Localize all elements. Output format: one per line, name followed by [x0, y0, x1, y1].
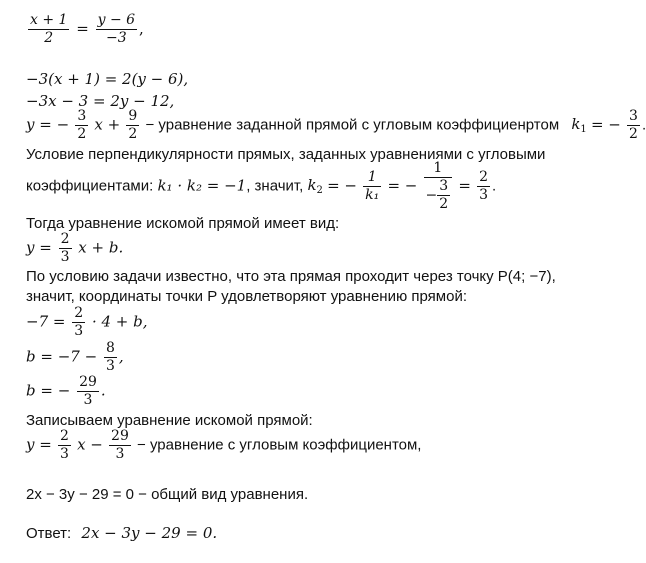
- denominator: 3: [105, 358, 115, 374]
- numerator: 3: [77, 108, 87, 124]
- fraction: [59, 231, 72, 266]
- denominator: 2: [439, 196, 449, 212]
- line-2-equation: −3(x + 1) = 2(y − 6),: [26, 70, 189, 88]
- fraction: [75, 108, 88, 143]
- period: .: [641, 116, 646, 134]
- denominator: k₁: [365, 187, 380, 203]
- fraction: [104, 340, 117, 375]
- numerator: 1: [363, 169, 381, 187]
- comma: ,: [118, 347, 124, 366]
- fraction: [363, 169, 381, 204]
- k-symbol: k: [307, 176, 317, 195]
- numerator: 2: [60, 231, 70, 247]
- equals: =: [76, 19, 89, 38]
- expr-part: k₁ · k₂ = −1: [157, 176, 247, 195]
- expr-part: · 4 + b,: [91, 312, 148, 331]
- slope-k1: [571, 115, 587, 136]
- comma: ,: [139, 19, 144, 38]
- numerator: 29: [111, 428, 129, 444]
- explanation-text: − уравнение с угловым коэффициентом,: [137, 436, 422, 454]
- line-5-text: Условие перпендикулярности прямых, заданных уравнениями с угловыми: [26, 146, 546, 163]
- denominator: 2: [629, 126, 638, 142]
- numerator: 2: [74, 305, 84, 321]
- line-15-equation: [26, 428, 421, 463]
- fraction: [28, 12, 69, 47]
- line-14-text: Записываем уравнение искомой прямой:: [26, 412, 313, 429]
- expr-part: b = −: [26, 381, 71, 400]
- text-part: , значит,: [246, 177, 304, 195]
- line-8-equation: [26, 231, 123, 266]
- expr-part: y =: [26, 435, 52, 454]
- explanation-text: − уравнение заданной прямой с угловым коэффициенртом: [145, 116, 560, 134]
- numerator: x + 1: [30, 12, 68, 28]
- fraction: [126, 108, 139, 143]
- line-11-equation: [26, 305, 148, 340]
- expr-part: y =: [26, 238, 52, 257]
- denominator: 3: [83, 392, 93, 408]
- period: .: [492, 177, 497, 195]
- line-12-equation: [26, 340, 124, 375]
- period: .: [100, 381, 106, 400]
- numerator: 3: [629, 108, 638, 124]
- inner-fraction: [437, 178, 450, 213]
- answer-label: Ответ:: [26, 525, 72, 542]
- answer-expression: 2x − 3y − 29 = 0.: [81, 524, 218, 542]
- line-7-text: Тогда уравнение искомой прямой имеет вид:: [26, 215, 340, 232]
- line-17-answer: [26, 524, 217, 543]
- line-4-slope-form: [26, 108, 646, 143]
- fraction: [109, 428, 131, 463]
- subscript: 2: [316, 185, 323, 197]
- denominator: 3: [59, 446, 69, 462]
- k-symbol: k: [571, 115, 581, 134]
- denominator: −3: [105, 30, 127, 46]
- expr-part: = −: [327, 176, 357, 195]
- fraction: [72, 305, 85, 340]
- expr-part: y = −: [26, 115, 70, 134]
- denominator: 3: [74, 323, 84, 339]
- expr-part: =: [458, 176, 471, 195]
- line-6-perpendicular-condition: [26, 160, 496, 213]
- expr-part: x + b.: [78, 238, 124, 257]
- denominator: 3: [479, 187, 489, 203]
- numerator: 29: [79, 374, 97, 390]
- fraction: [477, 169, 490, 204]
- denominator: 3: [60, 249, 70, 265]
- expr-part: x −: [77, 435, 103, 454]
- subscript: 1: [580, 124, 587, 136]
- numerator: 2: [479, 169, 489, 185]
- line-3-equation: −3x − 3 = 2y − 12,: [26, 92, 175, 110]
- fraction: [627, 108, 640, 143]
- denominator: 2: [128, 126, 138, 142]
- slope-k2: [307, 176, 323, 197]
- complex-fraction: [424, 160, 453, 213]
- text-part: коэффициентами:: [26, 177, 154, 195]
- numerator: 3: [439, 178, 449, 194]
- numerator: 2: [59, 428, 69, 444]
- numerator: 9: [128, 108, 138, 124]
- numerator: y − 6: [97, 12, 136, 28]
- denominator: 3: [115, 446, 125, 462]
- denominator: 2: [44, 30, 54, 46]
- expr-part: x +: [94, 115, 121, 134]
- minus-sign: −: [425, 187, 438, 204]
- denominator: 2: [77, 126, 87, 142]
- fraction: [77, 374, 99, 409]
- numerator: 8: [105, 340, 115, 356]
- expr-part: b = −7 −: [26, 347, 98, 366]
- line-1-equation: [26, 12, 144, 47]
- line-9-text: По условию задачи известно, что эта прямая проходит через точку P(4; −7),: [26, 268, 556, 285]
- expr-part: = −: [387, 176, 418, 195]
- fraction: [96, 12, 137, 47]
- denominator: [424, 178, 453, 213]
- expr-part: −7 =: [26, 312, 66, 331]
- fraction: [58, 428, 71, 463]
- line-10-text: значит, координаты точки P удовлетворяют уравнению прямой:: [26, 288, 468, 305]
- numerator: 1: [424, 160, 453, 178]
- expr-part: = −: [590, 115, 621, 134]
- line-16-general-form: 2x − 3y − 29 = 0 − общий вид уравнения.: [26, 486, 309, 503]
- line-13-equation: [26, 374, 106, 409]
